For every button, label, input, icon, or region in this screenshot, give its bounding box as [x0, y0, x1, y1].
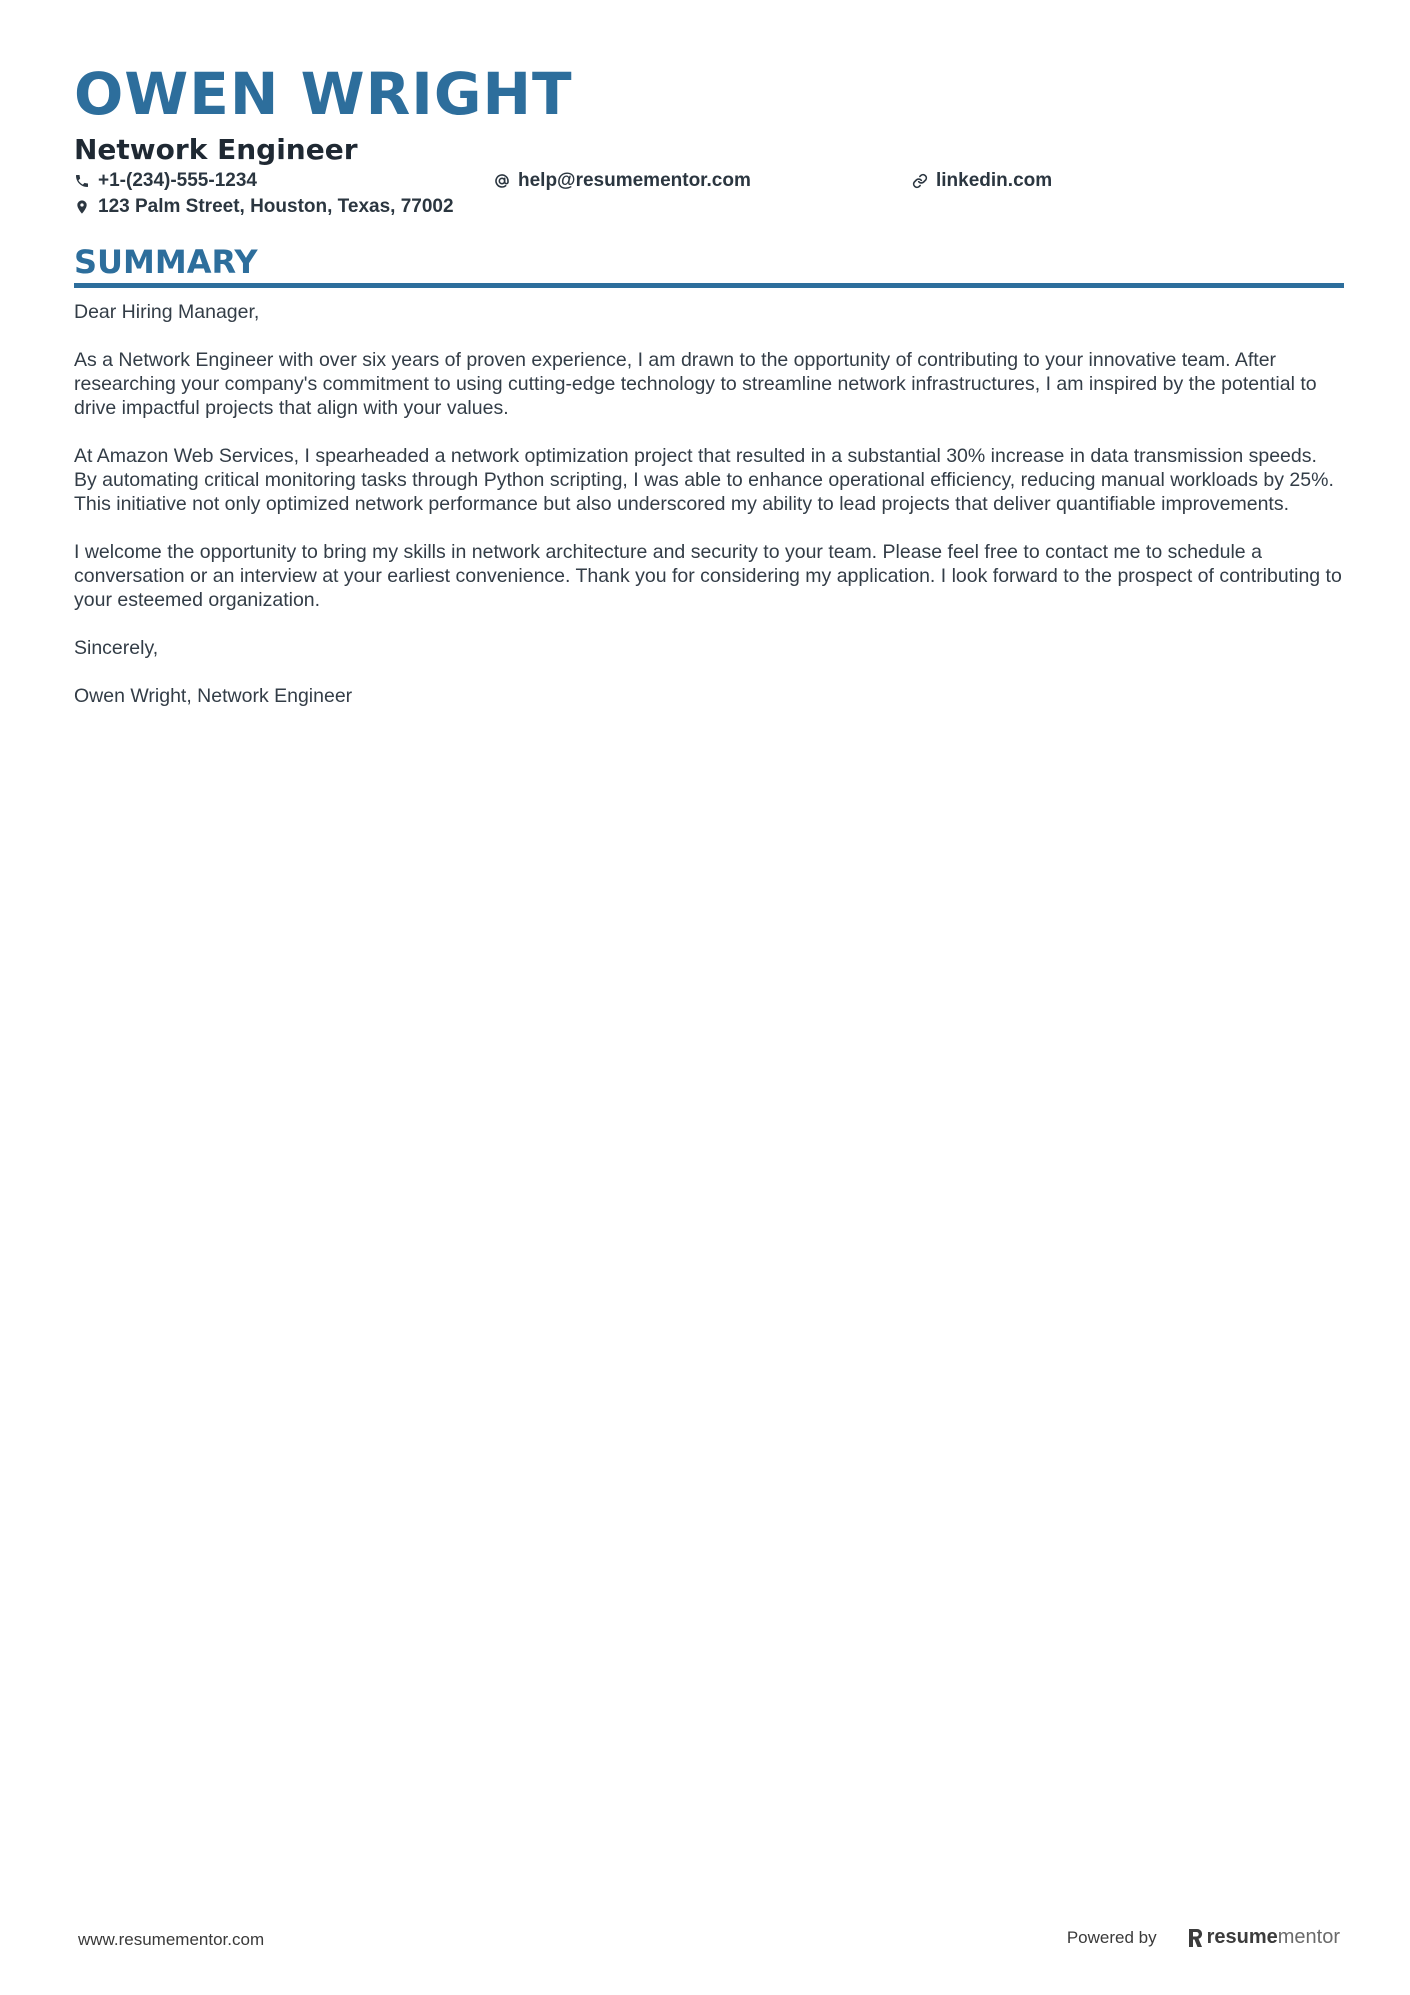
phone-icon	[74, 173, 90, 189]
footer-website-link[interactable]: www.resumementor.com	[78, 1930, 265, 1949]
signature: Owen Wright, Network Engineer	[74, 685, 353, 707]
letter-paragraph: At Amazon Web Services, I spearheaded a network optimization project that resulted in a substantial 30% increase in data transmission speeds. By automating critical monitoring tasks through Python scripting, I was able to enhance operational efficiency, reducing manual workloads by 25%. This initiative not only optimized network performance but also underscored my ability to lead projects that deliver quantifiable improvements.	[74, 445, 1334, 515]
candidate-title: Network Engineer	[74, 133, 358, 166]
brand-text-mentor: mentor	[1277, 1926, 1340, 1948]
brand-logo[interactable]	[1187, 1926, 1340, 1949]
footer-branding	[1067, 1926, 1340, 1949]
location-pin-icon	[74, 199, 90, 215]
address-text: 123 Palm Street, Houston, Texas, 77002	[98, 196, 454, 217]
contact-email[interactable]	[494, 170, 751, 192]
email-link[interactable]: help@resumementor.com	[518, 170, 751, 191]
letter-paragraph: I welcome the opportunity to bring my skills in network architecture and security to your team. Please feel free to contact me to schedule a conversation or an interview at your earliest convenience. Thank you for considering my application. I look forward to the prospect of contributing to your esteemed organization.	[74, 541, 1342, 611]
header	[74, 58, 1344, 222]
linkedin-link[interactable]: linkedin.com	[936, 170, 1053, 191]
summary-section	[74, 242, 1344, 732]
contact-row-1	[74, 170, 1344, 196]
contact-phone	[74, 170, 257, 192]
letter-paragraph: As a Network Engineer with over six years of proven experience, I am drawn to the opportunity of contributing to your innovative team. After researching your company's commitment to using cutting-edge technology to streamline network infrastructures, I am inspired by the potential to drive impactful projects that align with your values.	[74, 349, 1317, 419]
salutation: Dear Hiring Manager,	[74, 301, 260, 323]
section-heading: SUMMARY	[74, 242, 1344, 288]
phone-text: +1-(234)-555-1234	[98, 170, 257, 191]
link-icon	[912, 173, 928, 189]
letter-body	[74, 300, 1344, 708]
brand-text-resume: resume	[1206, 1926, 1278, 1948]
contact-linkedin[interactable]	[912, 170, 1052, 192]
powered-by-label: Powered by	[1066, 1927, 1157, 1947]
at-icon	[494, 173, 510, 189]
contact-row-2	[74, 196, 1344, 222]
closing: Sincerely,	[74, 637, 159, 659]
candidate-name: OWEN WRIGHT	[74, 60, 573, 128]
resumementor-logo-icon	[1187, 1928, 1203, 1948]
contact-address	[74, 196, 454, 218]
